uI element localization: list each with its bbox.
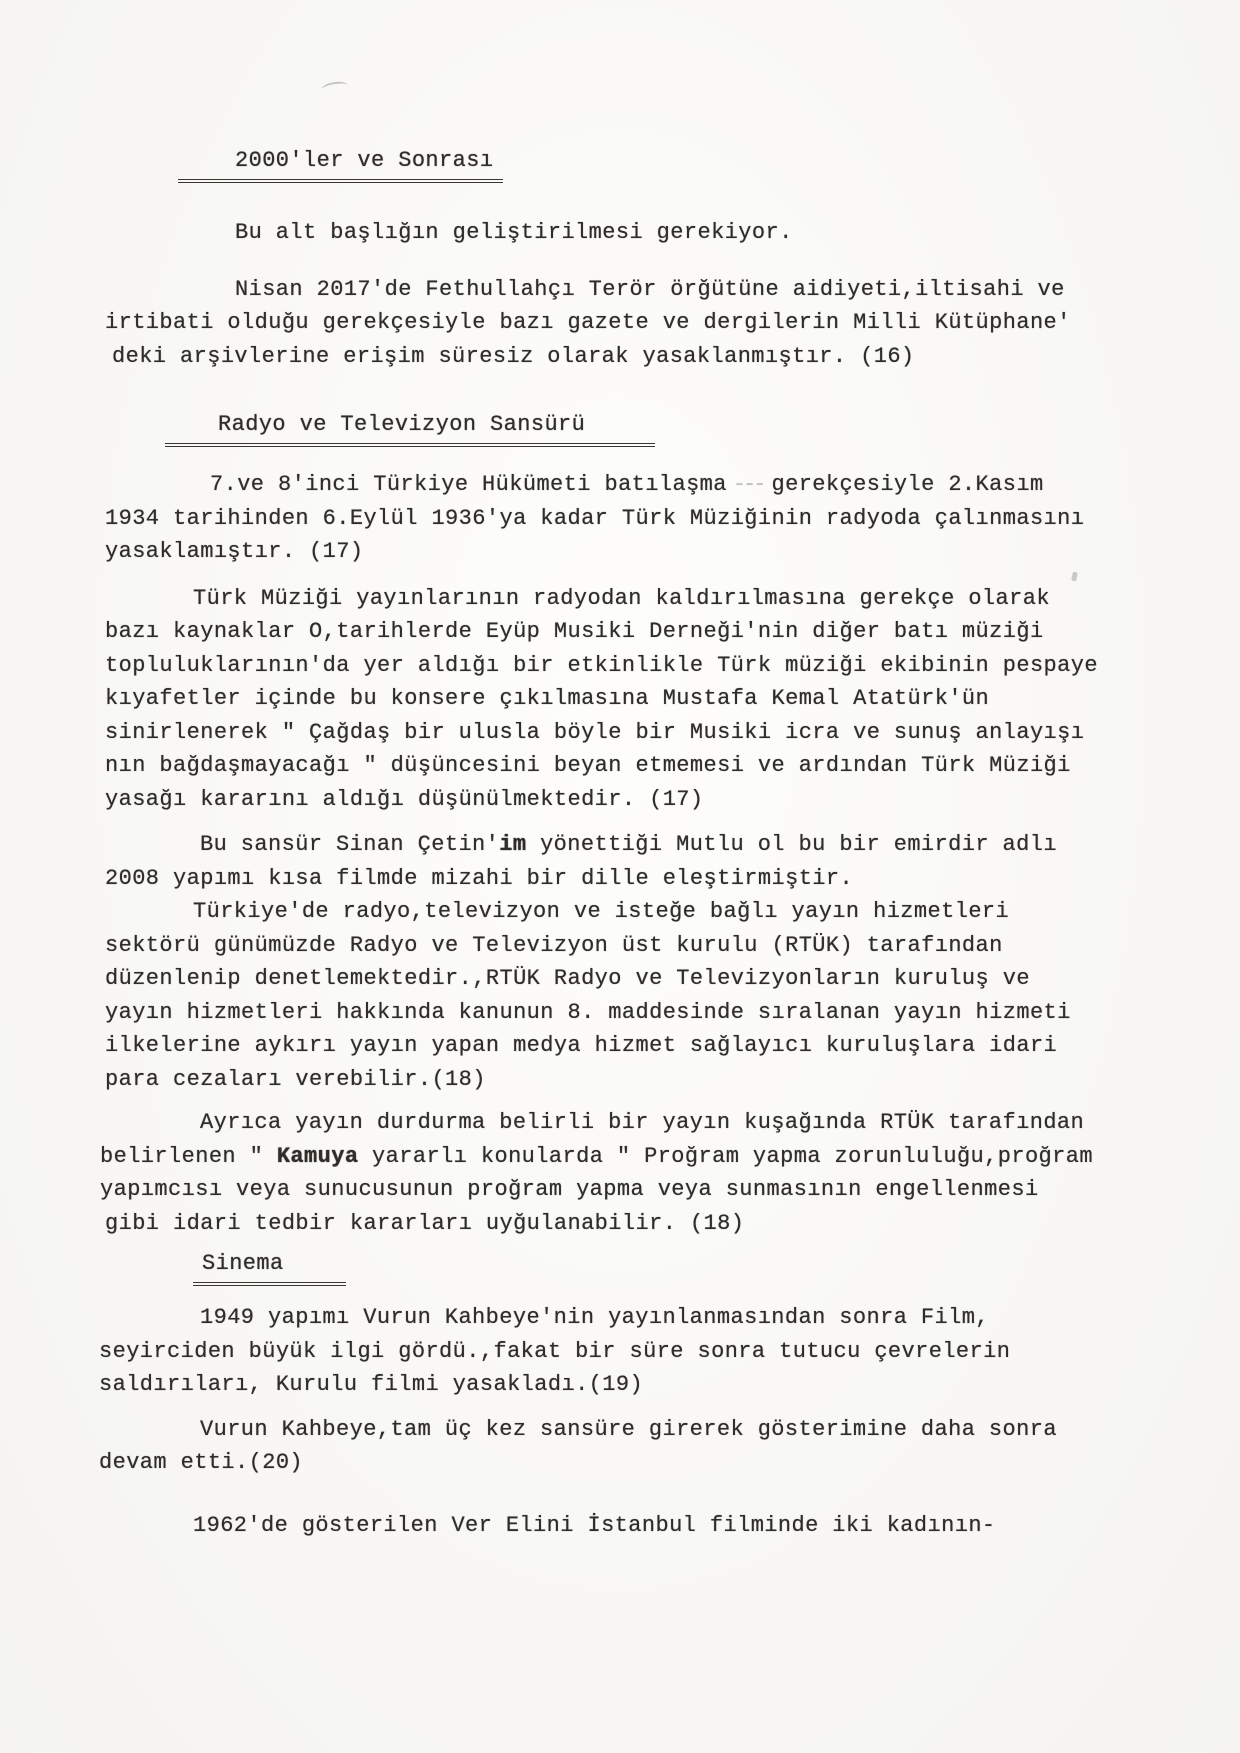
paragraph-sansur-sinan-cetin: [105, 828, 1175, 895]
text-line: yasaklamıştır. (17): [105, 539, 364, 564]
text-line: [105, 828, 1175, 862]
text-segment: yararlı konularda " Proğram yapma zorunluluğu,proğram: [358, 1143, 1093, 1169]
text-line: gibi idari tedbir kararları uyğulanabilir. (18): [105, 1210, 745, 1236]
text-line: Ayrıca yayın durdurma belirli bir yayın kuşağında RTÜK tarafından: [200, 1110, 1085, 1135]
heading-text: 2000'ler ve Sonrası: [235, 148, 494, 173]
document-body: [99, 0, 1175, 1542]
section-heading-radyo-tv: [165, 410, 655, 447]
text-line: kıyafetler içinde bu konsere çıkılmasına Mustafa Kemal Atatürk'ün: [105, 686, 990, 711]
text-line: 2008 yapımı kısa filmde mizahi bir dille eleştirmiştir.: [105, 865, 854, 891]
heading-row-2000s: [105, 146, 1175, 183]
heading-row-sinema: [105, 1249, 1175, 1286]
text-line: Bu alt başlığın geliştirilmesi gerekiyor.: [235, 220, 793, 245]
text-line: saldırıları, Kurulu filmi yasakladı.(19): [99, 1372, 644, 1397]
heading-row-radyo: [105, 410, 1175, 447]
text-line: 1934 tarihinden 6.Eylül 1936'ya kadar Türk Müziğinin radyoda çalınmasını: [105, 505, 1085, 531]
text-segment: belirlenen ": [100, 1143, 277, 1169]
text-line: düzenlenip denetlemektedir.,RTÜK Radyo ve Televizyonların kuruluş ve: [105, 966, 1030, 991]
text-line: nın bağdaşmayacağı " düşüncesini beyan etmemesi ve ardından Türk Müziği: [105, 753, 1071, 778]
paragraph-hukumet: [105, 468, 1175, 569]
text-line: irtibati olduğu gerekçesiyle bazı gazete ve dergilerin Milli Kütüphane': [105, 310, 1071, 335]
text-line: Nisan 2017'de Fethullahçı Terör örğütüne aidiyeti,iltisahi ve: [235, 276, 1065, 302]
text-segment: Bu sansür Sinan Çetin': [200, 832, 500, 857]
text-line: [105, 468, 1175, 502]
overstrike-text: Kamuya: [276, 1143, 359, 1169]
text-line: bazı kaynaklar O,tarihlerde Eyüp Musiki Derneği'nin diğer batı müziği: [105, 619, 1044, 644]
text-line: seyirciden büyük ilgi gördü.,fakat bir süre sonra tutucu çevrelerin: [99, 1338, 1011, 1364]
section-heading-sinema: [193, 1249, 346, 1286]
text-line: sinirlenerek " Çağdaş bir ulusla böyle bir Musiki icra ve sunuş anlayışı: [105, 719, 1085, 745]
text-line: devam etti.(20): [99, 1450, 304, 1475]
text-line: para cezaları verebilir.(18): [105, 1066, 486, 1092]
typewriter-smudge: ---: [732, 472, 764, 497]
paragraph-ayrica: [100, 1106, 1175, 1240]
text-line: yasağı kararını aldığı düşünülmektedir. (17): [105, 786, 704, 812]
paragraph-vurun-kahbeye-sansur: [99, 1413, 1175, 1480]
text-line: Türk Müziği yayınlarının radyodan kaldırılmasına gerekçe olarak: [193, 585, 1050, 611]
text-line: deki arşivlerine erişim süresiz olarak yasaklanmıştır. (16): [112, 343, 915, 369]
paragraph-1962-ver-elini: [105, 1509, 1175, 1543]
text-segment: 7.ve 8'inci Türkiye Hükümeti batılaşma: [210, 472, 727, 497]
text-line: ilkelerine aykırı yayın yapan medya hizmet sağlayıcı kuruluşlara idari: [105, 1033, 1058, 1058]
text-segment: gerekçesiyle 2.Kasım: [771, 472, 1044, 497]
section-heading-2000s: [178, 146, 503, 183]
paragraph-rtuk: [105, 895, 1175, 1096]
text-line: Vurun Kahbeye,tam üç kez sansüre girerek gösterimine daha sonra: [200, 1416, 1057, 1442]
paragraph-turk-muzigi: [105, 582, 1175, 817]
paragraph-intro: [105, 216, 1175, 250]
paragraph-nisan-2017: [105, 273, 1175, 374]
text-line: 1949 yapımı Vurun Kahbeye'nin yayınlanmasından sonra Film,: [200, 1305, 989, 1330]
text-line: yapımcısı veya sunucusunun proğram yapma veya sunmasının engellenmesi: [100, 1177, 1039, 1202]
text-segment: yönettiği Mutlu ol bu bir emirdir adlı: [526, 832, 1057, 857]
heading-text: Radyo ve Televizyon Sansürü: [218, 412, 586, 437]
text-line: Türkiye'de radyo,televizyon ve isteğe bağlı yayın hizmetleri: [193, 899, 1010, 924]
text-line: yayın hizmetleri hakkında kanunun 8. maddesinde sıralanan yayın hizmeti: [105, 999, 1071, 1025]
text-line: [100, 1140, 1175, 1174]
overstrike-text: im: [499, 832, 527, 857]
text-line: sektörü günümüzde Radyo ve Televizyon üst kurulu (RTÜK) tarafından: [105, 932, 1003, 958]
heading-text: Sinema: [202, 1251, 284, 1276]
paragraph-1949-vurun-kahbeye: [99, 1301, 1175, 1402]
text-line: topluluklarının'da yer aldığı bir etkinlikle Türk müziği ekibinin pespaye: [105, 652, 1098, 678]
text-line: 1962'de gösterilen Ver Elini İstanbul filminde iki kadının-: [193, 1512, 996, 1538]
